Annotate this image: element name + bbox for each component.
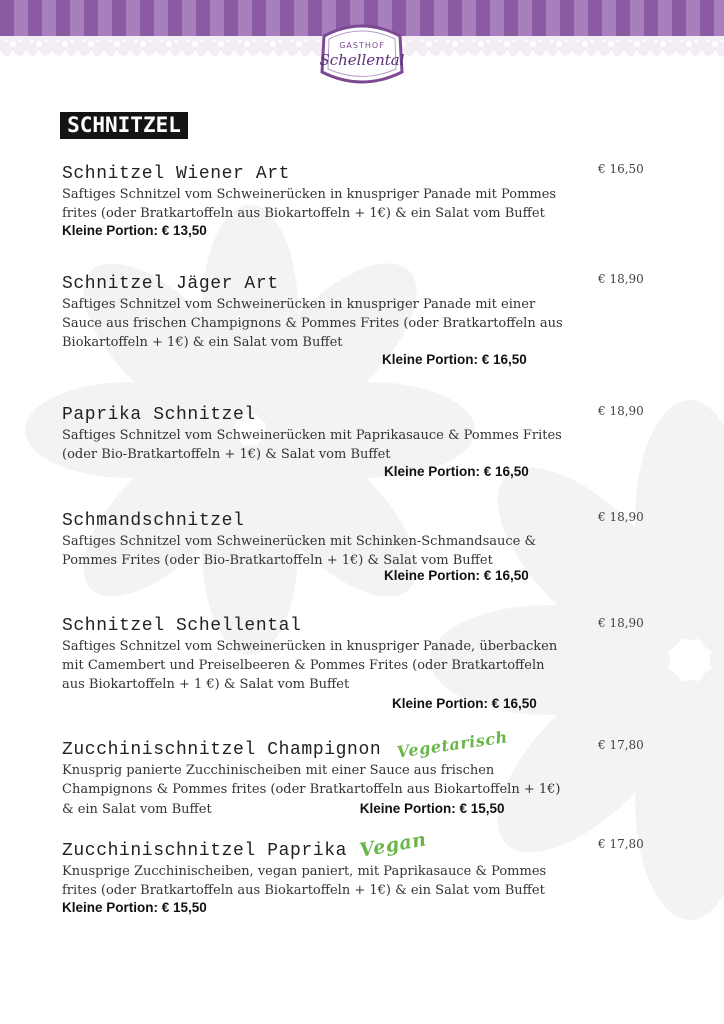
small-portion: Kleine Portion: € 13,50 (62, 223, 207, 238)
item-title: Zucchinischnitzel Champignon (62, 740, 382, 760)
menu-item (62, 511, 536, 583)
menu-item (62, 164, 556, 238)
item-description: Knusprig panierte Zucchinischeiben mit einer Sauce aus frischen Champignons & Pommes frites (oder Bratkartoffeln aus Biokartoffeln + 1€) & ein Salat vom Buffet Kleine Portion: € 15,50 (62, 763, 561, 817)
menu-item (62, 274, 563, 367)
restaurant-logo (316, 22, 408, 88)
item-title-row (62, 828, 546, 862)
vegan-tag: Vegan (358, 828, 429, 862)
item-description: Saftiges Schnitzel vom Schweinerücken mit Paprikasauce & Pommes Frites (oder Bio-Bratkartoffeln + 1€) & Salat vom Buffet (62, 428, 562, 462)
item-price: € 18,90 (598, 616, 644, 630)
item-title: Schnitzel Jäger Art (62, 274, 279, 294)
item-price: € 18,90 (598, 510, 644, 524)
small-portion: Kleine Portion: € 16,50 (392, 696, 537, 711)
menu-item (62, 828, 547, 915)
item-description: Saftiges Schnitzel vom Schweinerücken in knuspriger Panade, überbacken mit Camembert und Preiselbeeren & Pommes Frites (oder Bratkartoffeln aus Biokartoffeln + 1 €) & Salat vom Buffet (62, 639, 558, 692)
small-portion: Kleine Portion: € 16,50 (382, 352, 527, 367)
item-description: Saftiges Schnitzel vom Schweinerücken mit Schinken-Schmandsauce & Pommes Frites (oder Bio-Bratkartoffeln + 1€) & Salat vom Buffet (62, 534, 537, 568)
item-title: Schmandschnitzel (62, 511, 245, 531)
item-description: Saftiges Schnitzel vom Schweinerücken in knuspriger Panade mit einer Sauce aus frischen Champignons & Pommes Frites (oder Bratkartoffeln aus Biokartoffeln + 1€) & ein Salat vom Buffet (62, 297, 563, 350)
menu-item (62, 405, 562, 479)
item-title: Paprika Schnitzel (62, 405, 256, 425)
item-title: Zucchinischnitzel Paprika (62, 841, 348, 861)
logo-subtitle: GASTHOF (339, 41, 385, 50)
menu-item (62, 727, 561, 819)
item-description: Saftiges Schnitzel vom Schweinerücken in knuspriger Panade mit Pommes frites (oder Bratkartoffeln aus Biokartoffeln + 1€) & ein Salat vom Buffet (62, 187, 557, 221)
item-price: € 17,80 (598, 837, 644, 851)
section-title: SCHNITZEL (60, 112, 188, 139)
item-price: € 17,80 (598, 738, 644, 752)
menu-item (62, 616, 557, 711)
vegetarian-tag: Vegetarisch (395, 727, 509, 762)
item-price: € 18,90 (598, 404, 644, 418)
item-price: € 16,50 (598, 162, 644, 176)
small-portion: Kleine Portion: € 16,50 (384, 464, 529, 479)
item-title: Schnitzel Schellental (62, 616, 302, 636)
item-price: € 18,90 (598, 272, 644, 286)
item-title: Schnitzel Wiener Art (62, 164, 291, 184)
item-title-row (62, 727, 560, 762)
small-portion: Kleine Portion: € 15,50 (359, 801, 505, 816)
item-description: Knusprige Zucchinischeiben, vegan paniert, mit Paprikasauce & Pommes frites (oder Bratkartoffeln aus Biokartoffeln + 1€) & ein Salat vom Buffet (62, 864, 547, 898)
small-portion: Kleine Portion: € 15,50 (62, 900, 207, 915)
small-portion: Kleine Portion: € 16,50 (384, 568, 529, 583)
logo-name: Schellental (319, 51, 405, 69)
